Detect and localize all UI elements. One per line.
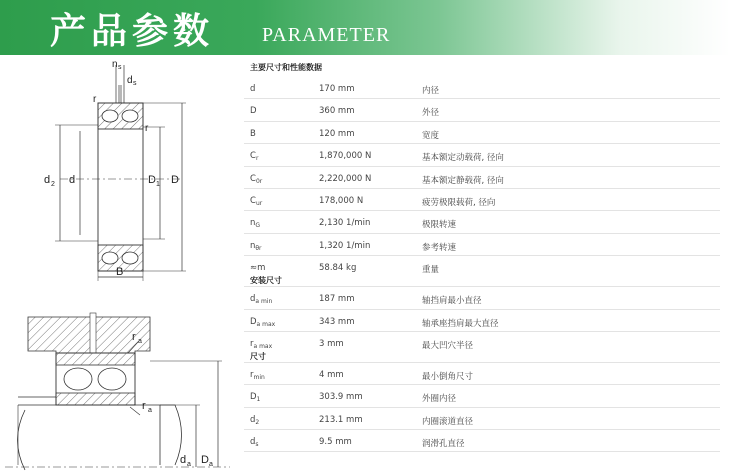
label-ns-sub: s: [118, 64, 122, 71]
table-row: [244, 430, 720, 452]
table-row: [244, 256, 720, 287]
table-row: [244, 99, 720, 121]
label-d2: d: [44, 174, 51, 186]
param-value: 360 mm: [319, 106, 355, 117]
param-value: 170 mm: [319, 84, 355, 94]
param-symbol: D: [250, 106, 257, 117]
section-title: 尺寸: [250, 351, 266, 361]
label-ds-sub: s: [133, 80, 137, 87]
param-description: 内圈滚道直径: [422, 416, 474, 427]
param-symbol: $n_G$: [250, 218, 261, 230]
param-symbol: $D_1$: [250, 392, 261, 404]
label-da: d: [180, 454, 187, 466]
param-description: 外圈内径: [422, 394, 457, 405]
param-symbol: $C_r$: [250, 151, 259, 163]
table-row: [244, 363, 720, 385]
label-Da: D: [201, 454, 209, 466]
param-value: 303.9 mm: [319, 392, 363, 403]
param-symbol: $r_{a max}$: [250, 338, 273, 350]
param-description: 轴挡肩最小直径: [422, 296, 482, 307]
param-symbol: $C_{0r}$: [250, 173, 263, 185]
param-symbol: d: [250, 84, 256, 94]
param-value: 9.5 mm: [319, 437, 352, 448]
banner-subtitle: PARAMETER: [262, 24, 391, 46]
table-header: 主要尺寸和性能数据: [250, 63, 322, 72]
label-ra-top: r: [132, 331, 136, 343]
param-symbol: B: [250, 128, 256, 139]
param-value: 58.84 kg: [319, 263, 357, 274]
param-value: 213.1 mm: [319, 414, 363, 425]
param-value: 343 mm: [319, 316, 355, 327]
label-r-top: r: [93, 94, 97, 105]
label-D: D: [171, 174, 179, 186]
label-ra-bottom-sub: a: [148, 407, 152, 414]
param-symbol: $d_2$: [250, 414, 260, 426]
param-symbol: $C_{ur}$: [250, 195, 263, 207]
param-value: 120 mm: [319, 128, 355, 139]
param-value: 3 mm: [319, 338, 344, 349]
table-row: [244, 144, 720, 166]
table-row: [244, 385, 720, 407]
param-value: 178,000 N: [319, 195, 364, 206]
param-description: 基本额定静载荷, 径向: [422, 175, 504, 186]
table-row: [244, 77, 720, 99]
banner-title: 产品参数: [50, 11, 215, 52]
param-symbol: $r_{min}$: [250, 369, 265, 381]
param-symbol: $d_s$: [250, 437, 259, 449]
label-r-side: r: [145, 123, 149, 134]
param-value: 187 mm: [319, 294, 355, 305]
table-row: [244, 189, 720, 211]
param-symbol: $D_{a max}$: [250, 316, 276, 328]
param-value: 4 mm: [319, 369, 344, 380]
table-row: [244, 211, 720, 233]
label-d: d: [69, 174, 76, 186]
label-da-sub: a: [187, 461, 191, 468]
table-row: [244, 234, 720, 256]
param-symbol: $d_{a min}$: [250, 294, 273, 306]
param-symbol: $n_{\theta r}$: [250, 240, 262, 252]
table-row: [244, 310, 720, 332]
label-ds: d: [127, 75, 133, 86]
label-B: B: [116, 266, 124, 278]
param-description: 极限转速: [422, 220, 457, 231]
label-D1: D: [148, 174, 156, 186]
param-value: 1,870,000 N: [319, 151, 372, 162]
param-description: 宽度: [422, 130, 440, 141]
param-description: 最大凹穴半径: [422, 340, 474, 351]
table-row: [244, 167, 720, 189]
param-description: 基本额定动载荷, 径向: [422, 153, 504, 164]
label-ra-top-sub: a: [138, 338, 142, 345]
label-D1-sub: 1: [156, 181, 160, 188]
mounting-view: [5, 313, 230, 470]
label-d2-sub: 2: [51, 181, 55, 188]
param-description: 内径: [422, 86, 440, 96]
bearing-drawing: [0, 55, 240, 475]
param-description: 轴承座挡肩最大直径: [422, 318, 499, 329]
param-description: 重量: [422, 265, 440, 276]
banner: [0, 0, 730, 55]
parameter-table: [244, 58, 720, 452]
bearing-section-view: [44, 59, 186, 281]
table-row: [244, 287, 720, 309]
table-row: [244, 332, 720, 363]
label-Da-sub: a: [209, 461, 213, 468]
param-description: 最小倒角尺寸: [422, 371, 474, 382]
section-title: 安装尺寸: [250, 276, 282, 286]
param-value: 2,220,000 N: [319, 173, 372, 184]
param-description: 外径: [422, 108, 440, 119]
param-symbol: ≈m: [250, 263, 266, 274]
param-description: 参考转速: [422, 242, 457, 253]
table-row: [244, 122, 720, 144]
label-ns: n: [112, 59, 118, 70]
label-ra-bottom: r: [142, 400, 146, 412]
table-rows: [244, 77, 720, 452]
param-value: 1,320 1/min: [319, 240, 371, 251]
param-description: 疲劳极限载荷, 径向: [422, 197, 496, 208]
param-description: 润滑孔直径: [422, 439, 465, 450]
table-row: [244, 408, 720, 430]
param-value: 2,130 1/min: [319, 218, 371, 229]
